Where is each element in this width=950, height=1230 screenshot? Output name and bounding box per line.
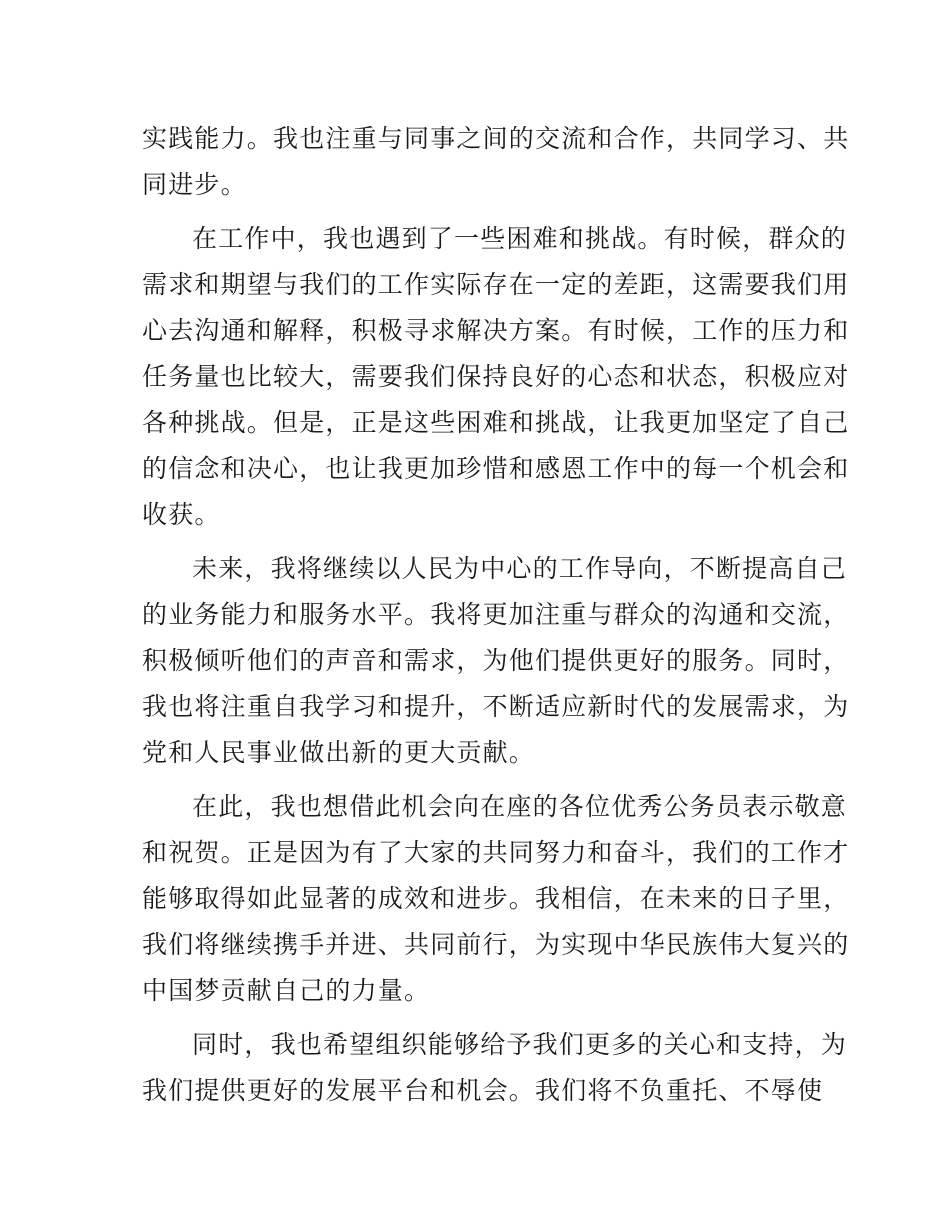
text-line: 心去沟通和解释，积极寻求解决方案。有时候，工作的压力和 (142, 316, 850, 345)
paragraph-5 (142, 1022, 848, 1114)
document-body (142, 116, 850, 1122)
text-line: 中国梦贡献自己的力量。 (142, 976, 431, 1005)
text-line: 积极倾听他们的声音和需求，为他们提供更好的服务。同时， (142, 646, 850, 675)
text-line: 需求和期望与我们的工作实际存在一定的差距，这需要我们用 (142, 270, 850, 299)
text-line: 和祝贺。正是因为有了大家的共同努力和奋斗，我们的工作才 (142, 838, 850, 867)
text-line: 收获。 (142, 500, 221, 529)
paragraph-4 (142, 784, 850, 1014)
text-line: 实践能力。我也注重与同事之间的交流和合作，共同学习、共 (142, 124, 850, 153)
text-line: 未来，我将继续以人民为中心的工作导向，不断提高自己 (192, 554, 848, 583)
text-line: 各种挑战。但是，正是这些困难和挑战，让我更加坚定了自己 (142, 408, 850, 437)
text-line: 任务量也比较大，需要我们保持良好的心态和状态，积极应对 (142, 362, 850, 391)
text-line: 的业务能力和服务水平。我将更加注重与群众的沟通和交流， (142, 600, 850, 629)
text-line: 我们将继续携手并进、共同前行，为实现中华民族伟大复兴的 (142, 930, 850, 959)
text-line: 在此，我也想借此机会向在座的各位优秀公务员表示敬意 (192, 792, 848, 821)
text-line: 在工作中，我也遇到了一些困难和挑战。有时候，群众的 (192, 224, 848, 253)
text-line: 能够取得如此显著的成效和进步。我相信，在未来的日子里， (142, 884, 850, 913)
text-line: 的信念和决心，也让我更加珍惜和感恩工作中的每一个机会和 (142, 454, 850, 483)
paragraph-3 (142, 546, 850, 776)
text-line: 党和人民事业做出新的更大贡献。 (142, 738, 536, 767)
text-line: 我也将注重自我学习和提升，不断适应新时代的发展需求，为 (142, 692, 850, 721)
paragraph-1 (142, 116, 850, 208)
paragraph-2 (142, 216, 850, 538)
text-line: 我们提供更好的发展平台和机会。我们将不负重托、不辱使 (142, 1076, 824, 1105)
text-line: 同进步。 (142, 170, 247, 199)
text-line: 同时，我也希望组织能够给予我们更多的关心和支持，为 (192, 1030, 848, 1059)
